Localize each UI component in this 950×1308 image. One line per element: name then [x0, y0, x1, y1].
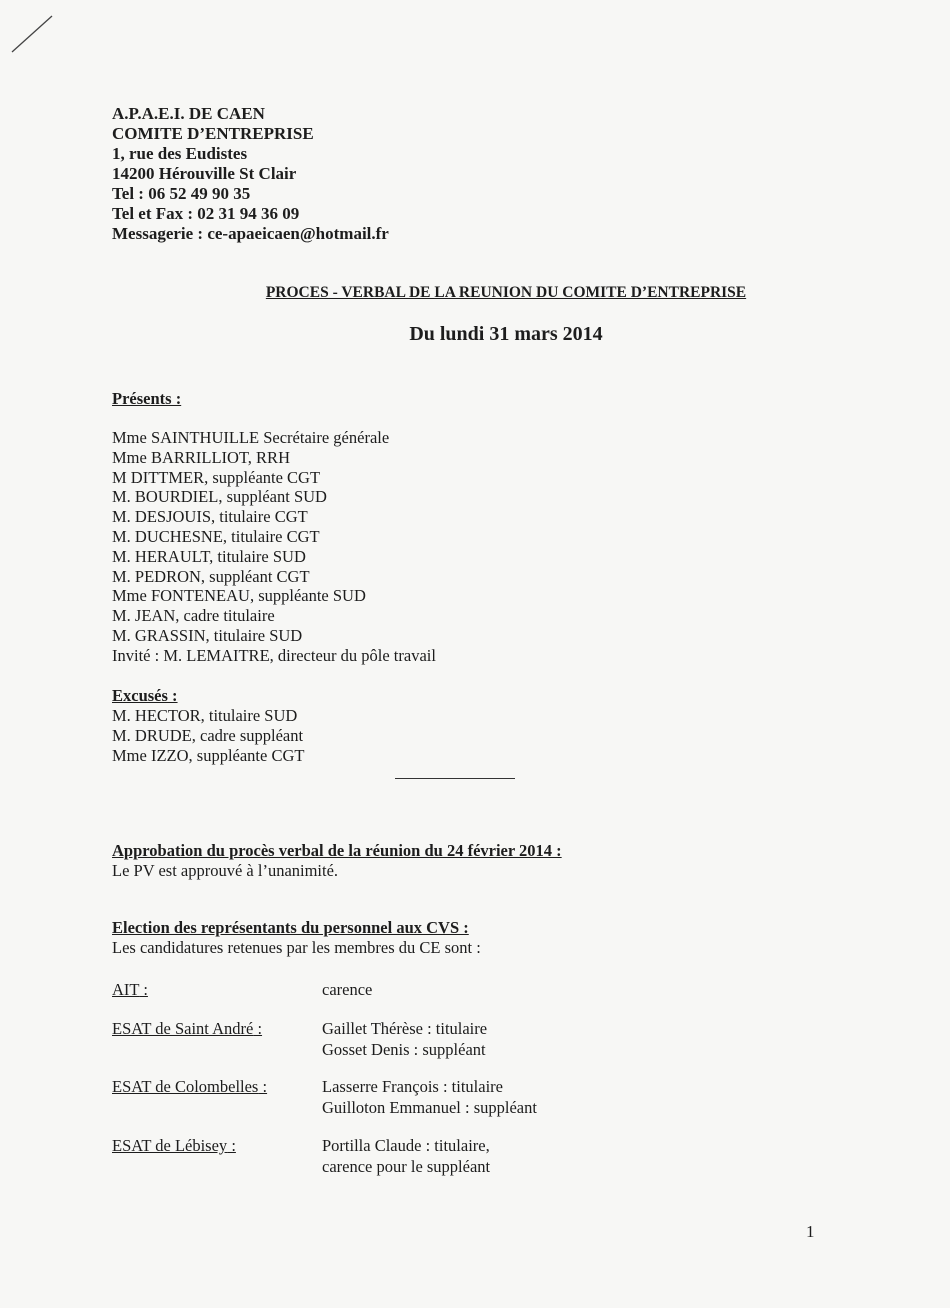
separator-line [395, 778, 515, 779]
cvs-line: carence [322, 980, 373, 999]
excuses-heading: Excusés : [112, 686, 178, 705]
cvs-line: Guilloton Emmanuel : suppléant [322, 1098, 537, 1117]
cvs-site: ESAT de Lébisey : [112, 1136, 236, 1155]
presents-heading: Présents : [112, 389, 182, 408]
page-number: 1 [806, 1222, 815, 1241]
list-item: M DITTMER, suppléante CGT [112, 467, 321, 487]
cvs-line: Portilla Claude : titulaire, [322, 1136, 490, 1155]
list-item: M. JEAN, cadre titulaire [112, 606, 275, 626]
pen-stroke-mark [10, 14, 54, 54]
email-line: Messagerie : ce-apaeicaen@hotmail.fr [112, 224, 389, 243]
cvs-line: Gaillet Thérèse : titulaire [322, 1019, 488, 1038]
list-item: M. DESJOUIS, titulaire CGT [112, 507, 308, 527]
committee-name: COMITE D’ENTREPRISE [112, 124, 314, 143]
list-item: M. DUCHESNE, titulaire CGT [112, 526, 320, 546]
list-item: Mme BARRILLIOT, RRH [112, 447, 290, 467]
cvs-names [322, 1018, 487, 1060]
list-item: M. GRASSIN, titulaire SUD [112, 625, 303, 645]
election-heading: Election des représentants du personnel aux CVS : [112, 918, 469, 937]
letterhead [112, 104, 389, 244]
list-item: M. HECTOR, titulaire SUD [112, 706, 298, 725]
cvs-site: AIT : [112, 980, 148, 999]
list-item: Mme FONTENEAU, suppléante SUD [112, 586, 366, 606]
approbation-heading: Approbation du procès verbal de la réunion du 24 février 2014 : [112, 841, 562, 860]
cvs-line: carence pour le suppléant [322, 1157, 491, 1176]
phone-line: Tel : 06 52 49 90 35 [112, 184, 251, 203]
cvs-line: Gosset Denis : suppléant [322, 1040, 486, 1059]
cvs-site: ESAT de Colombelles : [112, 1077, 268, 1096]
list-item: Invité : M. LEMAITRE, directeur du pôle travail [112, 645, 436, 665]
cvs-site: ESAT de Saint André : [112, 1019, 263, 1038]
meeting-date: Du lundi 31 mars 2014 [409, 323, 603, 345]
excuses-list [112, 706, 304, 765]
list-item: M. DRUDE, cadre suppléant [112, 725, 304, 745]
list-item: Mme IZZO, suppléante CGT [112, 745, 305, 765]
list-item: M. BOURDIEL, suppléant SUD [112, 487, 327, 507]
list-item: M. PEDRON, suppléant CGT [112, 566, 310, 586]
presents-list [112, 428, 436, 666]
phone-fax-line: Tel et Fax : 02 31 94 36 09 [112, 204, 300, 223]
cvs-line: Lasserre François : titulaire [322, 1077, 503, 1096]
list-item: M. HERAULT, titulaire SUD [112, 546, 306, 566]
list-item: Mme SAINTHUILLE Secrétaire générale [112, 428, 390, 447]
cvs-names [322, 1135, 490, 1177]
city-line: 14200 Hérouville St Clair [112, 164, 297, 183]
election-intro: Les candidatures retenues par les membres du CE sont : [112, 938, 481, 957]
org-name: A.P.A.E.I. DE CAEN [112, 104, 265, 123]
document-title-row [0, 284, 950, 302]
document-title: PROCES - VERBAL DE LA REUNION DU COMITE D’ENTREPRISE [265, 284, 747, 301]
address-line: 1, rue des Eudistes [112, 144, 248, 163]
cvs-names [322, 1076, 537, 1118]
cvs-names [322, 979, 372, 1000]
approbation-text: Le PV est approuvé à l’unanimité. [112, 861, 339, 880]
